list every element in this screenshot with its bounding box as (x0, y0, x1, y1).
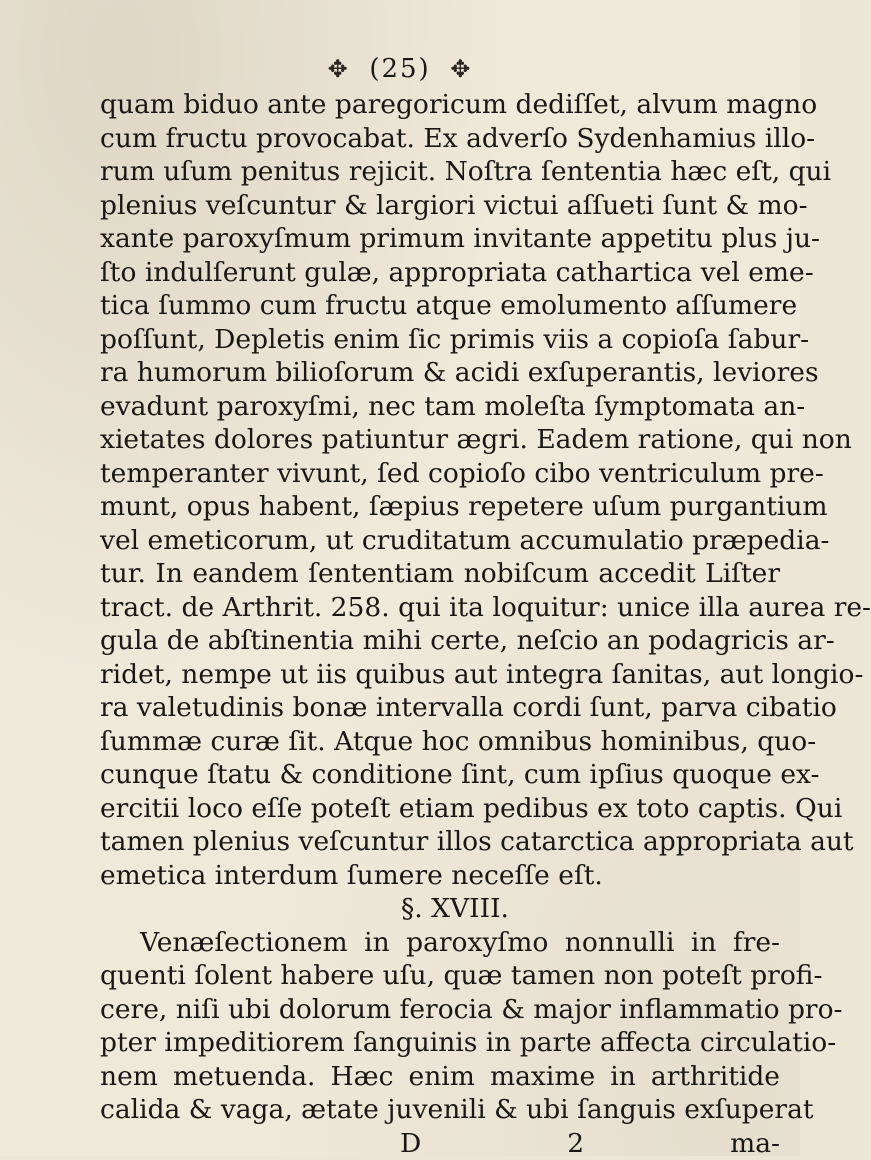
section-heading: §. XVIII. (100, 892, 780, 926)
text-line: tract. de Arthrit. 258. qui ita loquitur: unice illa aurea re- (100, 591, 780, 625)
text-line: nem metuenda. Hæc enim maxime in arthritide (100, 1060, 780, 1094)
text-line: plenius veſcuntur & largiori victui aſſueti ſunt & mo- (100, 189, 780, 223)
text-line: xante paroxyſmum primum invitante appetitu plus ju- (100, 222, 780, 256)
text-line: cere, niſi ubi dolorum ferocia & major inflammatio pro- (100, 993, 780, 1027)
body-text (100, 88, 780, 1160)
text-line: rum uſum penitus rejicit. Noſtra ſententia hæc eſt, qui (100, 155, 780, 189)
text-line: ra valetudinis bonæ intervalla cordi ſunt, parva cibatio (100, 691, 780, 725)
page-header (0, 50, 800, 85)
text-line: ercitii loco eſſe poteſt etiam pedibus ex toto captis. Qui (100, 792, 780, 826)
text-line: ra humorum bilioſorum & acidi exſuperantis, leviores (100, 356, 780, 390)
text-line: gula de abſtinentia mihi certe, neſcio an podagricis ar- (100, 624, 780, 658)
text-line: ridet, nempe ut iis quibus aut integra ſanitas, aut longio- (100, 658, 780, 692)
catchword: ma- (730, 1128, 780, 1159)
text-line: pter impeditiorem ſanguinis in parte affecta circulatio- (100, 1026, 780, 1060)
text-line: ſto indulſerunt gulæ, appropriata cathartica vel eme- (100, 256, 780, 290)
text-line: tamen plenius veſcuntur illos catarctica appropriata aut (100, 825, 780, 859)
text-line: Venæſectionem in paroxyſmo nonnulli in fre- (100, 926, 780, 960)
text-line: ſummæ curæ ſit. Atque hoc omnibus hominibus, quo- (100, 725, 780, 759)
text-line: quenti ſolent habere uſu, quæ tamen non poteſt profi- (100, 959, 780, 993)
signature-mark: D 2 (400, 1128, 584, 1159)
text-line: munt, opus habent, ſæpius repetere uſum purgantium (100, 490, 780, 524)
text-line: tica ſummo cum fructu atque emolumento aſſumere (100, 289, 780, 323)
page-number: (25) (369, 54, 430, 84)
text-line: temperanter vivunt, ſed copioſo cibo ventriculum pre- (100, 457, 780, 491)
text-line: calida & vaga, ætate juvenili & ubi ſanguis exſuperat (100, 1093, 780, 1127)
text-line: emetica interdum ſumere neceſſe eſt. (100, 859, 780, 893)
ornament-right-icon: ✥ (450, 55, 472, 83)
ornament-left-icon: ✥ (328, 55, 350, 83)
text-line: xietates dolores patiuntur ægri. Eadem ratione, qui non (100, 423, 780, 457)
text-line: cunque ſtatu & conditione ſint, cum ipſius quoque ex- (100, 758, 780, 792)
text-line: poſſunt, Depletis enim ſic primis viis a copioſa ſabur- (100, 323, 780, 357)
text-line: cum fructu provocabat. Ex adverſo Sydenhamius illo- (100, 122, 780, 156)
text-line: vel emeticorum, ut cruditatum accumulatio præpedia- (100, 524, 780, 558)
page-footer (100, 1127, 780, 1160)
text-line: tur. In eandem ſententiam nobiſcum accedit Liſter (100, 557, 780, 591)
text-line: evadunt paroxyſmi, nec tam moleſta ſymptomata an- (100, 390, 780, 424)
text-line: quam biduo ante paregoricum dediſſet, alvum magno (100, 88, 780, 122)
